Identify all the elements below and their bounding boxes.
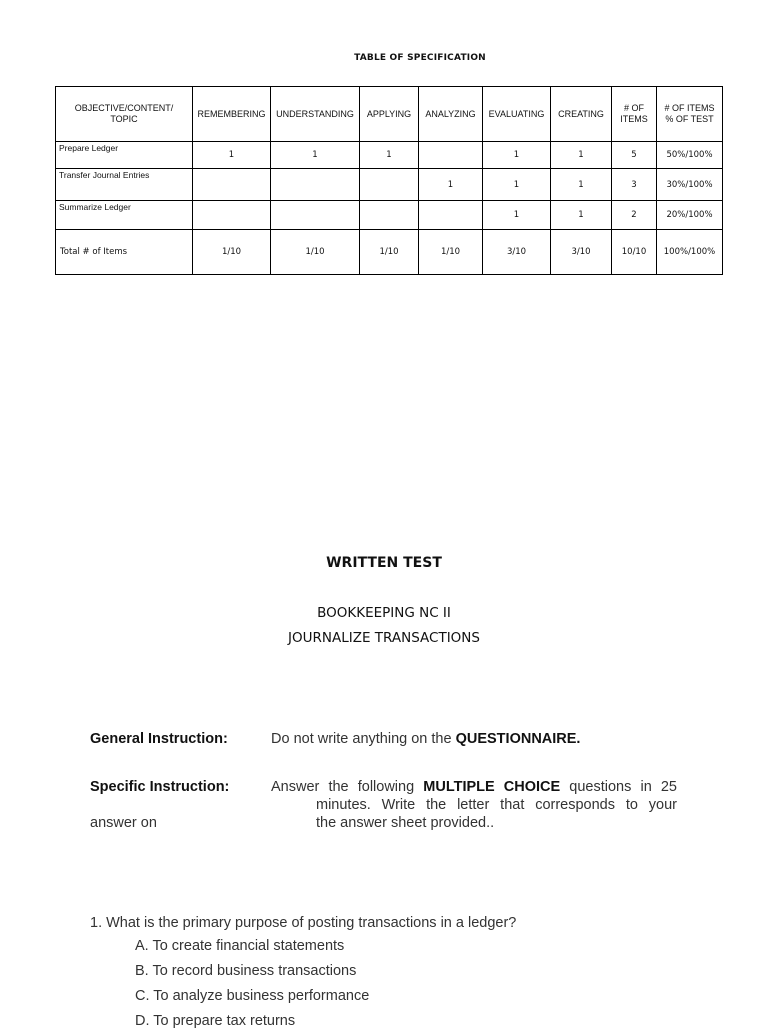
table-row xyxy=(56,169,723,201)
cell-topic: Transfer Journal Entries xyxy=(56,169,193,201)
choice-d: D. To prepare tax returns xyxy=(135,1013,296,1029)
header-applying: APPLYING xyxy=(360,87,419,142)
header-percent: # OF ITEMS % OF TEST xyxy=(657,87,723,142)
cell-remembering: 1 xyxy=(193,142,271,169)
choice-c: C. To analyze business performance xyxy=(135,988,370,1004)
spec-table-title: TABLE OF SPECIFICATION xyxy=(354,53,486,63)
cell-evaluating: 1 xyxy=(483,201,551,230)
cell-percent: 50%/100% xyxy=(657,142,723,169)
cell-applying xyxy=(360,201,419,230)
general-instruction-label: General Instruction: xyxy=(90,731,228,747)
header-creating: CREATING xyxy=(551,87,612,142)
table-total-row xyxy=(56,230,723,275)
cell-applying xyxy=(360,169,419,201)
cell-analyzing xyxy=(419,142,483,169)
header-topic: OBJECTIVE/CONTENT/ TOPIC xyxy=(56,87,193,142)
cell-understanding xyxy=(271,201,360,230)
table-row xyxy=(56,201,723,230)
cell-remembering xyxy=(193,169,271,201)
cell-creating: 1 xyxy=(551,169,612,201)
cell-topic: Summarize Ledger xyxy=(56,201,193,230)
table-header-row xyxy=(56,87,723,142)
cell-understanding xyxy=(271,169,360,201)
specific-instruction-label: Specific Instruction: xyxy=(90,779,230,795)
cell-evaluating: 1 xyxy=(483,142,551,169)
cell-understanding: 1 xyxy=(271,142,360,169)
subject-competency: JOURNALIZE TRANSACTIONS xyxy=(288,630,480,646)
question-1: 1. What is the primary purpose of posting transactions in a ledger? xyxy=(90,915,517,931)
specific-instruction-line-2: minutes. Write the letter that corresponds to your xyxy=(316,797,677,813)
table-row xyxy=(56,142,723,169)
header-evaluating: EVALUATING xyxy=(483,87,551,142)
written-test-title: WRITTEN TEST xyxy=(326,555,442,571)
cell-analyzing xyxy=(419,201,483,230)
cell-total-creating: 3/10 xyxy=(551,230,612,275)
header-analyzing: ANALYZING xyxy=(419,87,483,142)
cell-total-remembering: 1/10 xyxy=(193,230,271,275)
cell-total-percent: 100%/100% xyxy=(657,230,723,275)
specific-instruction-line-3: the answer sheet provided.. xyxy=(316,815,495,831)
cell-percent: 30%/100% xyxy=(657,169,723,201)
cell-total-applying: 1/10 xyxy=(360,230,419,275)
subject-qualification: BOOKKEEPING NC II xyxy=(317,605,451,621)
cell-total-items: 10/10 xyxy=(612,230,657,275)
cell-analyzing: 1 xyxy=(419,169,483,201)
header-items: # OF ITEMS xyxy=(612,87,657,142)
cell-evaluating: 1 xyxy=(483,169,551,201)
choice-a: A. To create financial statements xyxy=(135,938,345,954)
cell-remembering xyxy=(193,201,271,230)
cell-total-label: Total # of Items xyxy=(56,230,193,275)
cell-applying: 1 xyxy=(360,142,419,169)
general-instruction-text: Do not write anything on the QUESTIONNAIRE. xyxy=(271,731,581,747)
header-understanding: UNDERSTANDING xyxy=(271,87,360,142)
cell-total-understanding: 1/10 xyxy=(271,230,360,275)
cell-creating: 1 xyxy=(551,142,612,169)
specific-instruction-line-1: Answer the following MULTIPLE CHOICE questions in 25 xyxy=(271,779,677,795)
header-remembering: REMEMBERING xyxy=(193,87,271,142)
specification-table xyxy=(55,86,723,275)
cell-total-analyzing: 1/10 xyxy=(419,230,483,275)
cell-total-evaluating: 3/10 xyxy=(483,230,551,275)
cell-items: 3 xyxy=(612,169,657,201)
cell-creating: 1 xyxy=(551,201,612,230)
specific-instruction-answer-on: answer on xyxy=(90,815,157,831)
cell-topic: Prepare Ledger xyxy=(56,142,193,169)
choice-b: B. To record business transactions xyxy=(135,963,357,979)
cell-percent: 20%/100% xyxy=(657,201,723,230)
cell-items: 2 xyxy=(612,201,657,230)
cell-items: 5 xyxy=(612,142,657,169)
